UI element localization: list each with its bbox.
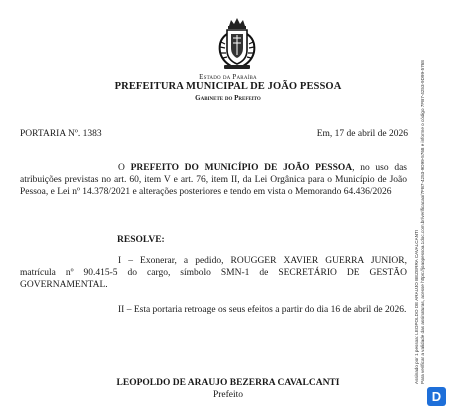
ordinance-date: Em, 17 de abril de 2026 [316, 129, 408, 139]
signature-verification-note [414, 4, 444, 384]
signatory-name: LEOPOLDO DE ARAUJO BEZERRA CAVALCANTI [116, 378, 340, 388]
article-1: I – Exonerar, a pedido, ROUGGER XAVIER GUERRA JUNIOR, matrícula nº 90.415-5 do cargo, símbolo SMN-1 de SECRETÁRIO DE GESTÃO GOVERNAMENTAL. [20, 256, 407, 290]
intro-paragraph [20, 162, 407, 198]
verification-line-1: Assinado por 1 pessoa: LEOPOLDO DE ARAUJO BEZERRA CAVALCANTI [414, 229, 419, 384]
verification-line-2: Para verificar a validade das assinaturas, acesse https://joaopessoa.1doc.com.br/verificacao/7FB7-4253-9D99-5768 e informe o código 7FB7-4253-9D99-5768 [420, 60, 425, 384]
header-state: Estado da Paraíba [199, 73, 257, 81]
resolve-heading: RESOLVE: [117, 235, 165, 245]
coat-of-arms-icon [215, 16, 259, 72]
intro-prefix: O [118, 163, 131, 173]
signatory-role: Prefeito [212, 390, 244, 400]
1doc-logo-icon [427, 387, 446, 406]
header-city-hall: PREFEITURA MUNICIPAL DE JOÃO PESSOA [114, 81, 342, 92]
ordinance-number: PORTARIA Nº. 1383 [20, 129, 102, 139]
header-office: Gabinete do Prefeito [195, 94, 261, 102]
intro-text: , no uso das atribuições previstas no art. 60, item V e art. 76, item II, da Lei Orgânica para o Município de João Pessoa, e Lei nº 14.378/2021 e alterações posteriores e tendo em vista o Memorando 64.436/2026 [20, 163, 407, 197]
intro-authority: PREFEITO DO MUNICÍPIO DE JOÃO PESSOA [130, 163, 353, 173]
badge-letter: D [431, 389, 442, 404]
article-2: II – Esta portaria retroage os seus efeitos a partir do dia 16 de abril de 2026. [118, 305, 407, 315]
